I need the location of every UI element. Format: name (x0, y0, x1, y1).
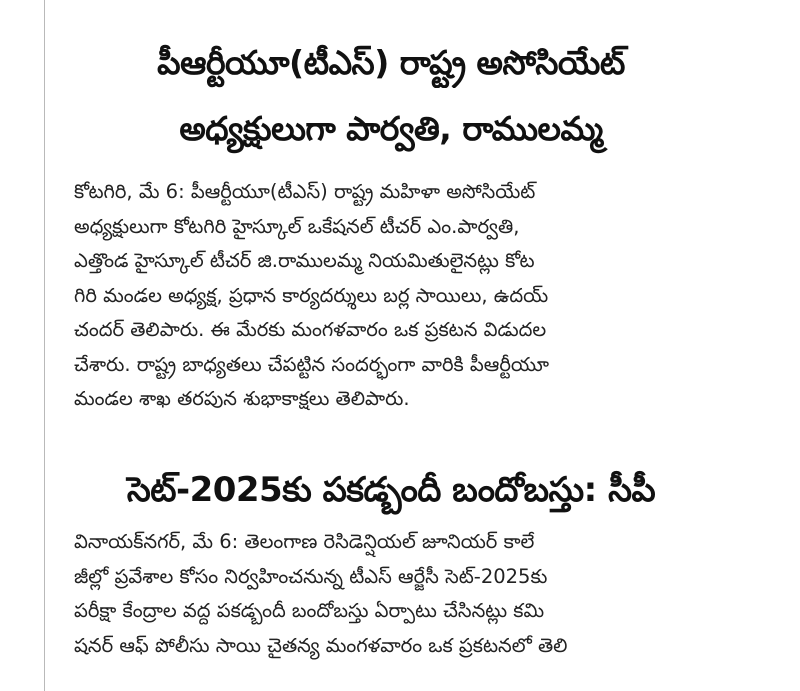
article2-body (74, 525, 714, 663)
article2-body-line: షనర్ ఆఫ్ పోలీసు సాయి చైతన్య మంగళవారం ఒక ప్రకటనలో తెలి (74, 633, 568, 657)
article1-headline-line2: అధ్యక్షులుగా పార్వతి, రాములమ్మ (179, 109, 603, 148)
article1-body-line: కోటగిరి, మే 6: పీఆర్టీయూ(టీఎస్) రాష్ట్ర మహిళా అసోసియేట్ (74, 180, 536, 203)
article1-body (74, 175, 714, 417)
article2-body-line: వినాయక్‌నగర్, మే 6: తెలంగాణ రెసిడెన్షియల్ జూనియర్ కాలే (74, 530, 535, 553)
article2-body-line: జీల్లో ప్రవేశాల కోసం నిర్వహించనున్న టీఎస్ ఆర్జేసీ సెట్-2025కు (74, 564, 548, 588)
article1-body-line: అధ్యక్షులుగా కోటగిరి హైస్కూల్ ఒకేషనల్ టీచర్ ఎం.పార్వతి, (74, 214, 520, 238)
article-column (64, 0, 718, 691)
article2-body-line: పరీక్షా కేంద్రాల వద్ద పకడ్బందీ బందోబస్తు ఏర్పాటు చేసినట్లు కమి (74, 599, 545, 622)
article1-body-line: చందర్ తెలిపారు. ఈ మేరకు మంగళవారం ఒక ప్రకటన విడుదల (74, 318, 547, 341)
previous-article-cut-line (74, 0, 714, 10)
column-divider (44, 0, 45, 691)
article2-cut-line (74, 672, 714, 691)
article1-body-line: ఎత్తొండ హైస్కూల్ టీచర్ జి.రాములమ్మ నియమితులైనట్లు కోట (74, 249, 535, 272)
article2-headline: సెట్-2025కు పకడ్బందీ బందోబస్తు: సీపీ (126, 470, 656, 510)
article1-body-line: చేశారు. రాష్ట్ర బాధ్యతలు చేపట్టిన సందర్భంగా వారికి పీఆర్టీయూ (74, 352, 549, 376)
article1-body-line: మండల శాఖ తరపున శుభాకాక్షలు తెలిపారు. (74, 387, 410, 410)
article1-body-line: గిరి మండల అధ్యక్ష, ప్రధాన కార్యదర్శులు బర్ల సాయిలు, ఉదయ్ (74, 283, 549, 307)
article1-headline-line1: పీఆర్టీయూ(టీఎస్) రాష్ట్ర అసోసియేట్ (157, 43, 625, 82)
